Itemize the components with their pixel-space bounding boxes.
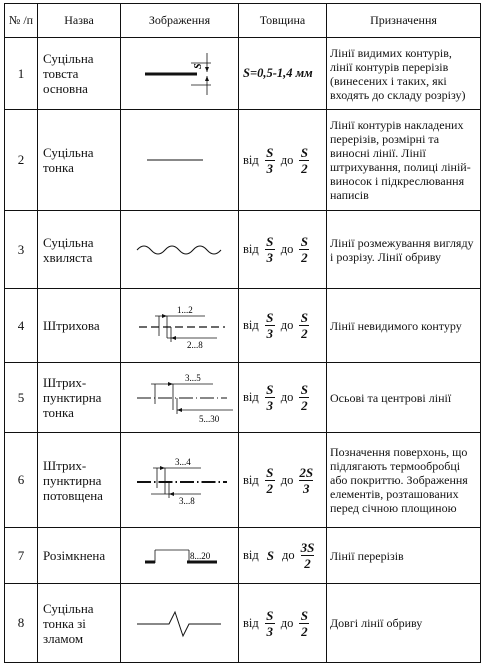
thickness-to: до — [280, 615, 294, 630]
purpose-text: Лінії перерізів — [327, 528, 481, 584]
thickness-min — [265, 146, 275, 175]
thickness-from: від — [243, 318, 259, 332]
table-row — [5, 38, 481, 110]
thickness-max — [299, 609, 309, 638]
dash-dot-thin-drawing — [121, 364, 239, 432]
line-name: Суцільна товста основна — [38, 38, 121, 110]
frac-num: S — [300, 310, 308, 325]
frac-den: 3 — [266, 160, 273, 176]
thickness-value — [239, 211, 327, 289]
dashed-line-drawing — [121, 290, 239, 362]
line-name: Розімкнена — [38, 528, 121, 584]
stroke-length-label: 8...20 — [190, 550, 211, 561]
row-number: 6 — [5, 433, 38, 528]
header-purpose: Призначення — [327, 4, 481, 38]
purpose-text: Осьові та центрові лінії — [327, 363, 481, 433]
frac-num: S — [300, 607, 308, 623]
frac-num: S — [266, 310, 274, 325]
frac-den: 3 — [266, 250, 273, 265]
thickness-value — [239, 433, 327, 528]
table-row — [5, 289, 481, 363]
frac-den: 3 — [266, 326, 273, 341]
open-section-line-drawing — [121, 529, 239, 583]
frac-den: 2 — [301, 250, 308, 265]
dash-label: 2...8 — [187, 339, 203, 350]
frac-num: S — [300, 234, 308, 249]
wavy-line-drawing — [121, 212, 239, 288]
thickness-min — [265, 311, 275, 340]
thickness-to: до — [280, 472, 294, 487]
frac-num: S — [300, 144, 308, 160]
frac-den: 3 — [266, 623, 273, 639]
dash-length-label: 5...30 — [199, 413, 220, 424]
thickness-to: до — [280, 242, 294, 256]
line-name: Суцільна хвиляста — [38, 211, 121, 289]
frac-num: 3S — [300, 540, 315, 555]
thickness-from: від — [243, 615, 259, 630]
line-name: Штрихова — [38, 289, 121, 363]
thickness-to: до — [280, 390, 294, 404]
thickness-value — [239, 363, 327, 433]
purpose-text: Позначення поверхонь, що підлягають термообробці або покриттю. Зображення елементів, розташованих перед січною площиною — [327, 433, 481, 528]
thickness-from: від — [243, 242, 259, 256]
thickness-from: від — [243, 390, 259, 404]
frac-den: 2 — [301, 623, 308, 639]
thickness-max — [299, 311, 309, 340]
frac-num: S — [266, 234, 274, 249]
line-name: Штрих-пунктирна тонка — [38, 363, 121, 433]
thickness-max — [301, 541, 315, 570]
thickness-min — [267, 549, 274, 562]
header-image: Зображення — [121, 4, 239, 38]
frac-num: S — [266, 464, 274, 480]
dash-gap-label: 3...8 — [179, 495, 195, 506]
thickness-value — [239, 38, 327, 110]
frac-num: S — [266, 382, 274, 397]
frac-den: 2 — [301, 326, 308, 341]
line-image — [121, 433, 239, 528]
line-types-table-wrapper — [4, 3, 480, 662]
purpose-text: Лінії видимих контурів, лінії контурів перерізів (винесених і таких, які входять до складу розрізу) — [327, 38, 481, 110]
line-image — [121, 584, 239, 663]
thickness-value — [239, 289, 327, 363]
line-image — [121, 110, 239, 211]
break-line-drawing — [121, 585, 239, 662]
frac-den: 2 — [301, 398, 308, 413]
purpose-text: Лінії невидимого контуру — [327, 289, 481, 363]
row-number: 3 — [5, 211, 38, 289]
thickness-from: від — [243, 548, 259, 562]
thickness-max — [299, 466, 313, 495]
line-name: Штрих-пунктирна потовщена — [38, 433, 121, 528]
frac-den: 2 — [304, 556, 311, 571]
thickness-value — [239, 528, 327, 584]
dot-gap-label: 3...5 — [185, 372, 201, 383]
thin-line-drawing — [121, 110, 239, 210]
thickness-to: до — [280, 152, 294, 167]
row-number: 2 — [5, 110, 38, 211]
thickness-max — [299, 146, 309, 175]
row-number: 1 — [5, 38, 38, 110]
frac-num: S — [266, 607, 274, 623]
thickness-min — [265, 466, 275, 495]
thickness-value — [239, 110, 327, 211]
header-name: Назва — [38, 4, 121, 38]
line-image — [121, 211, 239, 289]
thickness-from: від — [243, 152, 259, 167]
header-num: № /п — [5, 4, 38, 38]
frac-den: 3 — [302, 480, 310, 496]
frac-den: 2 — [301, 160, 308, 176]
thickness-label: S — [193, 62, 204, 69]
dash-dot-thick-drawing — [121, 434, 239, 527]
thickness-min — [265, 609, 275, 638]
gap-label: 1...2 — [177, 304, 193, 315]
thickness-value — [239, 584, 327, 663]
table-row — [5, 110, 481, 211]
line-name: Суцільна тонка зі зламом — [38, 584, 121, 663]
thickness-min — [265, 383, 275, 412]
frac-num: S — [266, 144, 274, 160]
thick-line-drawing — [121, 39, 239, 109]
table-row — [5, 363, 481, 433]
line-image — [121, 528, 239, 584]
thickness-max — [299, 383, 309, 412]
row-number: 4 — [5, 289, 38, 363]
line-name: Суцільна тонка — [38, 110, 121, 211]
frac-num: S — [266, 548, 274, 563]
thickness-to: до — [281, 548, 295, 562]
thickness-to: до — [280, 318, 294, 332]
frac-num: S — [300, 382, 308, 397]
table-row — [5, 433, 481, 528]
frac-num: 2S — [299, 464, 314, 480]
row-number: 7 — [5, 528, 38, 584]
line-image — [121, 363, 239, 433]
purpose-text: Лінії контурів накладених перерізів, розмірні та виносні лінії. Лінії штрихування, полиці ліній-виносок і підкреслювання написів — [327, 110, 481, 211]
table-row — [5, 584, 481, 663]
line-image — [121, 289, 239, 363]
dot-gap-label: 3...4 — [175, 456, 191, 467]
table-row — [5, 211, 481, 289]
row-number: 8 — [5, 584, 38, 663]
thickness-text: S=0,5-1,4 мм — [243, 66, 313, 80]
frac-den: 2 — [266, 480, 273, 496]
line-types-table — [4, 3, 481, 663]
row-number: 5 — [5, 363, 38, 433]
header-row — [5, 4, 481, 38]
thickness-min — [265, 235, 275, 264]
frac-den: 3 — [266, 398, 273, 413]
line-image — [121, 38, 239, 110]
header-thickness: Товщина — [239, 4, 327, 38]
thickness-max — [299, 235, 309, 264]
table-row — [5, 528, 481, 584]
thickness-from: від — [243, 472, 259, 487]
purpose-text: Довгі лінії обриву — [327, 584, 481, 663]
purpose-text: Лінії розмежування вигляду і розрізу. Лінії обриву — [327, 211, 481, 289]
